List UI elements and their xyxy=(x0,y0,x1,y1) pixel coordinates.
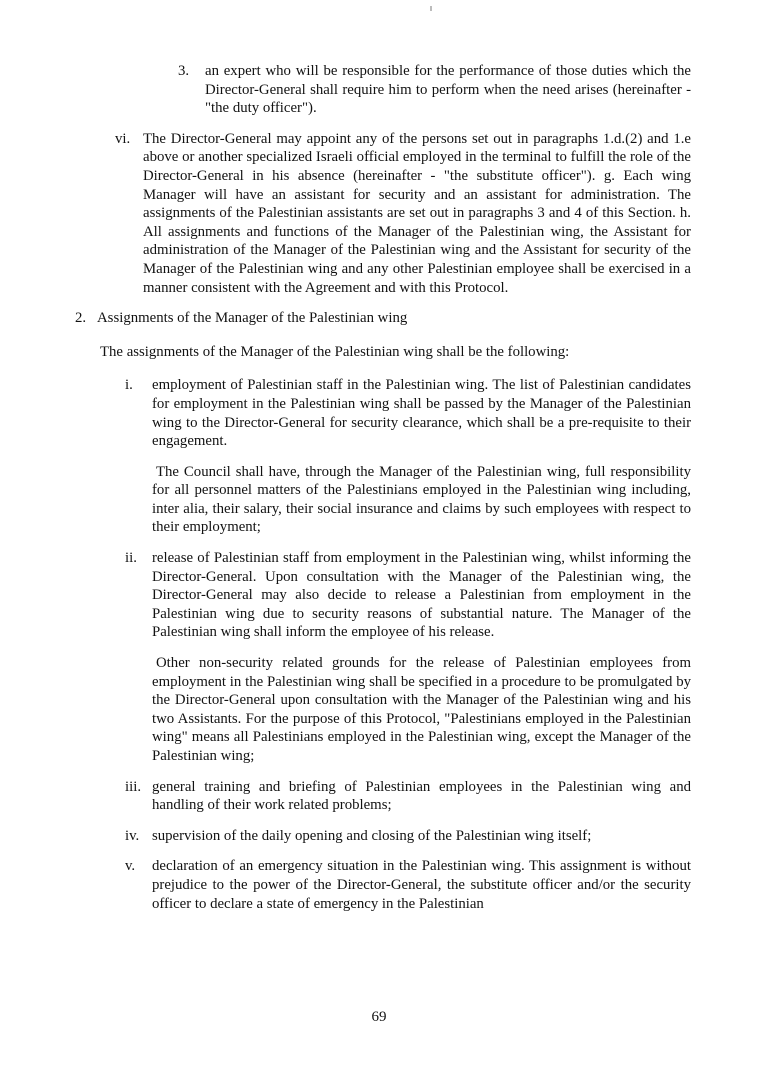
list-item-v xyxy=(125,857,691,913)
list-marker: ii. xyxy=(125,550,137,567)
list-item-iv xyxy=(125,827,691,846)
section-heading-2 xyxy=(75,309,691,328)
paragraph-text: The Director-General may appoint any of the persons set out in paragraphs 1.d.(2) and 1.e above or another specialized Israeli official employed in the terminal to fulfill the role of the Director-General in his absence (hereinafter - "the substitute officer"). g. Each wing Manager will have an assistant for security and an assistant for administration. The assignments of the Palestinian assistants are set out in paragraphs 3 and 4 of this Section. h. All assignments and functions of the Manager of the Palestinian wing, the Assistant for administration of the Manager of the Palestinian wing and the Assistant for security of the Manager of the Palestinian wing and any other Palestinian employee shall be exercised in a manner consistent with the Agreement and with this Protocol. xyxy=(143,130,691,296)
list-marker: 2. xyxy=(75,310,87,327)
list-item-vi xyxy=(115,130,691,297)
paragraph-text: an expert who will be responsible for the performance of those duties which the Director-General shall require him to perform when the need arises (hereinafter - "the duty officer"). xyxy=(205,63,691,117)
list-marker: vi. xyxy=(115,130,131,147)
paragraph-text: employment of Palestinian staff in the Palestinian wing. The list of Palestinian candidates for employment in the Palestinian wing shall be passed by the Manager of the Palestinian wing to the Director-General for security clearance, which shall be a pre-requisite to their engagement. xyxy=(152,377,691,450)
paragraph-text: The assignments of the Manager of the Palestinian wing shall be the following: xyxy=(100,343,570,360)
paragraph-text: Assignments of the Manager of the Palestinian wing xyxy=(97,310,408,327)
paragraph-text: The Council shall have, through the Manager of the Palestinian wing, full responsibility for all personnel matters of the Palestinians employed in the Palestinian wing including, inter alia, their salary, their social insurance and claims by such employees with respect to their employment; xyxy=(152,463,691,536)
list-item-3 xyxy=(178,62,691,118)
paragraph-text: release of Palestinian staff from employment in the Palestinian wing, whilst informing the Director-General. Upon consultation with the Manager of the Palestinian wing, the Director-General may also decide to release a Palestinian from employment in the Palestinian wing due to security reasons of substantial nature. The Manager of the Palestinian wing shall inform the employee of his release. xyxy=(152,550,691,641)
list-item-iii xyxy=(125,778,691,815)
paragraph-text: declaration of an emergency situation in the Palestinian wing. This assignment is without prejudice to the power of the Director-General, the substitute officer and/or the security officer to declare a state of emergency in the Palestinian xyxy=(152,858,691,912)
list-marker: v. xyxy=(125,858,136,875)
list-marker: iii. xyxy=(125,778,142,795)
intro-paragraph xyxy=(100,343,691,362)
list-marker: i. xyxy=(125,377,133,394)
list-item-ii xyxy=(125,549,691,642)
paragraph-text: supervision of the daily opening and closing of the Palestinian wing itself; xyxy=(152,827,592,844)
scan-artifact xyxy=(430,6,432,11)
list-marker: 3. xyxy=(178,63,190,79)
list-marker: iv. xyxy=(125,827,140,844)
paragraph-text: Other non-security related grounds for the release of Palestinian employees from employment in the Palestinian wing shall be specified in a procedure to be promulgated by the Director-General upon consultation with the Manager of the Palestinian wing and his two Assistants. For the purpose of this Protocol, "Palestinians employed in the Palestinian wing" means all Palestinians employed in the Palestinian wing, except the Manager of the Palestinian wing; xyxy=(152,655,691,764)
page-number: 69 xyxy=(371,1009,387,1025)
paragraph-other-grounds xyxy=(152,654,691,766)
paragraph-text: general training and briefing of Palestinian employees in the Palestinian wing and handling of their work related problems; xyxy=(152,778,691,814)
list-item-i xyxy=(125,376,691,450)
paragraph-council xyxy=(152,463,691,537)
document-body xyxy=(75,62,691,925)
